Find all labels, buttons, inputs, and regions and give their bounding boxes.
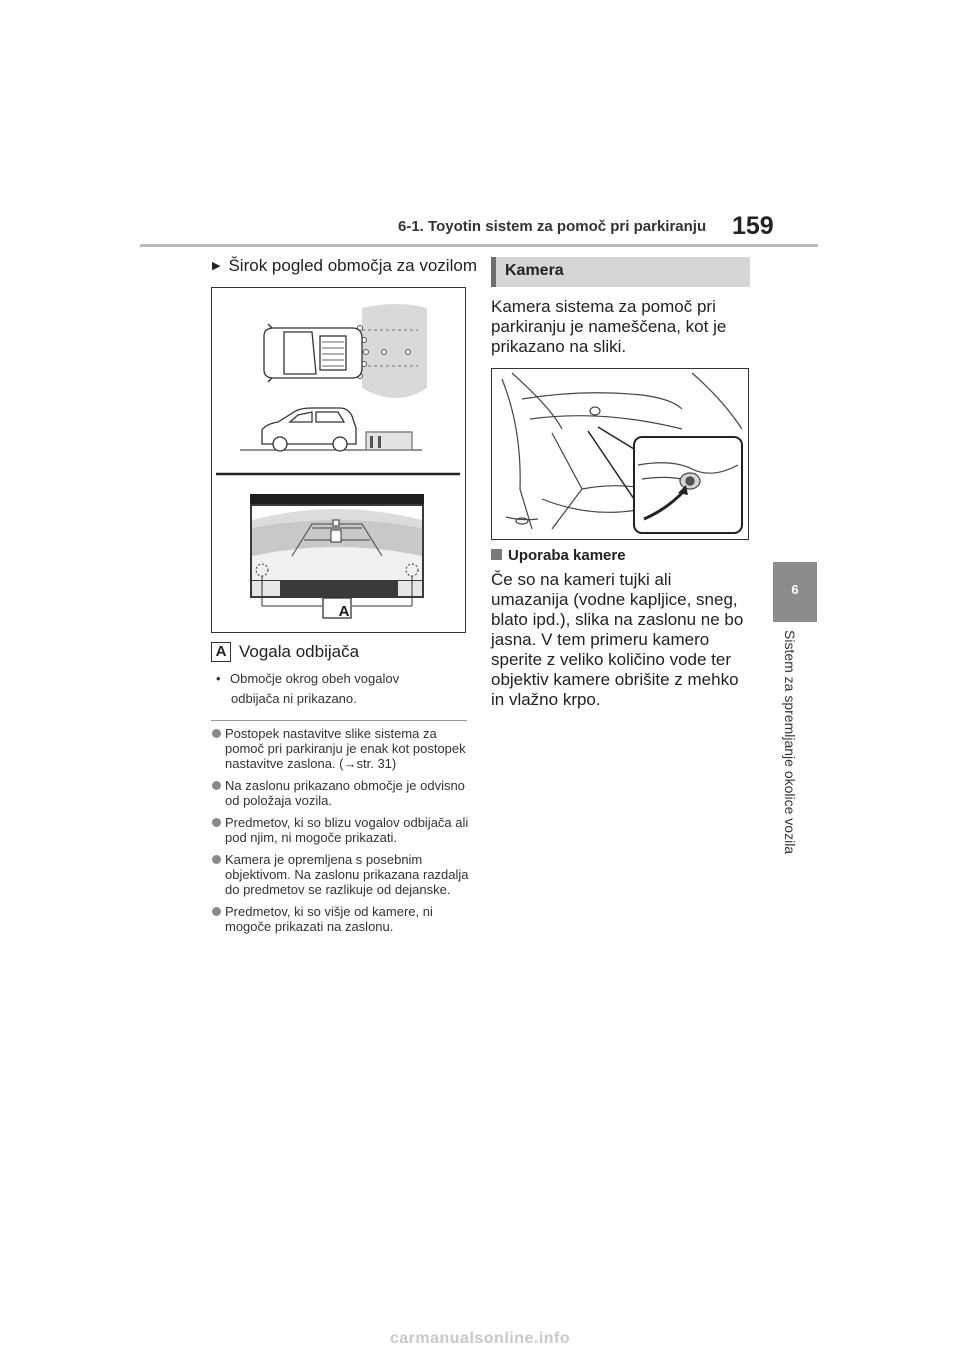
figure-caption: A Vogala odbijača bbox=[211, 642, 359, 662]
camera-intro: Kamera sistema za pomoč pri parkiranju je nameščena, kot je prikazano na sliki. bbox=[491, 297, 727, 356]
car-top-view bbox=[264, 324, 362, 382]
notes-list bbox=[212, 726, 474, 941]
circle-bullet-icon bbox=[212, 855, 221, 864]
callout-badge-a: A bbox=[211, 642, 231, 662]
caption-bullet: • Območje okrog obeh vogalov odbijača ni prikazano. bbox=[216, 671, 400, 706]
bullet-icon: • bbox=[216, 671, 221, 686]
note-item: Kamera je opremljena s posebnim objektivom. Na zaslonu prikazana razdalja do predmetov se razlikuje od dejanske. bbox=[212, 852, 474, 897]
note-item: Postopek nastavitve slike sistema za pomoč pri parkiranju je enak kot postopek nastavitve zaslona. (→str. 31) bbox=[212, 726, 474, 771]
wide-view-figure bbox=[211, 287, 466, 633]
square-bullet-icon bbox=[491, 549, 502, 560]
camera-illustration bbox=[492, 369, 748, 539]
circle-bullet-icon bbox=[212, 781, 221, 790]
figure-title: ▶ Širok pogled območja za vozilom bbox=[212, 256, 477, 275]
triangle-bullet-icon: ▶ bbox=[212, 260, 221, 272]
chapter-label: Sistem za spremljanje okolice vozila bbox=[782, 630, 798, 855]
section-header: 6-1. Toyotin sistem za pomoč pri parkiranju bbox=[398, 218, 707, 235]
watermark: carmanualsonline.info bbox=[389, 1330, 571, 1347]
camera-location-figure bbox=[491, 368, 749, 540]
circle-bullet-icon bbox=[212, 907, 221, 916]
note-item: Predmetov, ki so blizu vogalov odbijača ali pod njim, ni mogoče prikazati. bbox=[212, 815, 474, 845]
screen-display bbox=[250, 494, 424, 618]
section-heading: Kamera bbox=[505, 262, 564, 279]
header-rule bbox=[140, 244, 818, 247]
camera-cleaning-text: Če so na kameri tujki ali umazanija (vodne kapljice, sneg, blato ipd.), slika na zaslonu ne bo jasna. V tem primeru kamero sperite z veliko količino vode ter objektiv kamere obrišite z mehko in vlažno krpo. bbox=[491, 570, 744, 709]
subsection-heading: Uporaba kamere bbox=[491, 547, 626, 564]
figure-callout-a: A bbox=[338, 603, 350, 620]
chapter-number: 6 bbox=[791, 582, 799, 597]
notes-divider bbox=[211, 720, 467, 721]
page-number: 159 bbox=[732, 212, 774, 240]
rear-view-area bbox=[362, 304, 427, 398]
circle-bullet-icon bbox=[212, 729, 221, 738]
note-item: Na zaslonu prikazano območje je odvisno od položaja vozila. bbox=[212, 778, 474, 808]
circle-bullet-icon bbox=[212, 818, 221, 827]
wide-view-illustration bbox=[212, 288, 465, 632]
car-side-view bbox=[240, 408, 422, 451]
note-item: Predmetov, ki so višje od kamere, ni mogoče prikazati na zaslonu. bbox=[212, 904, 474, 934]
